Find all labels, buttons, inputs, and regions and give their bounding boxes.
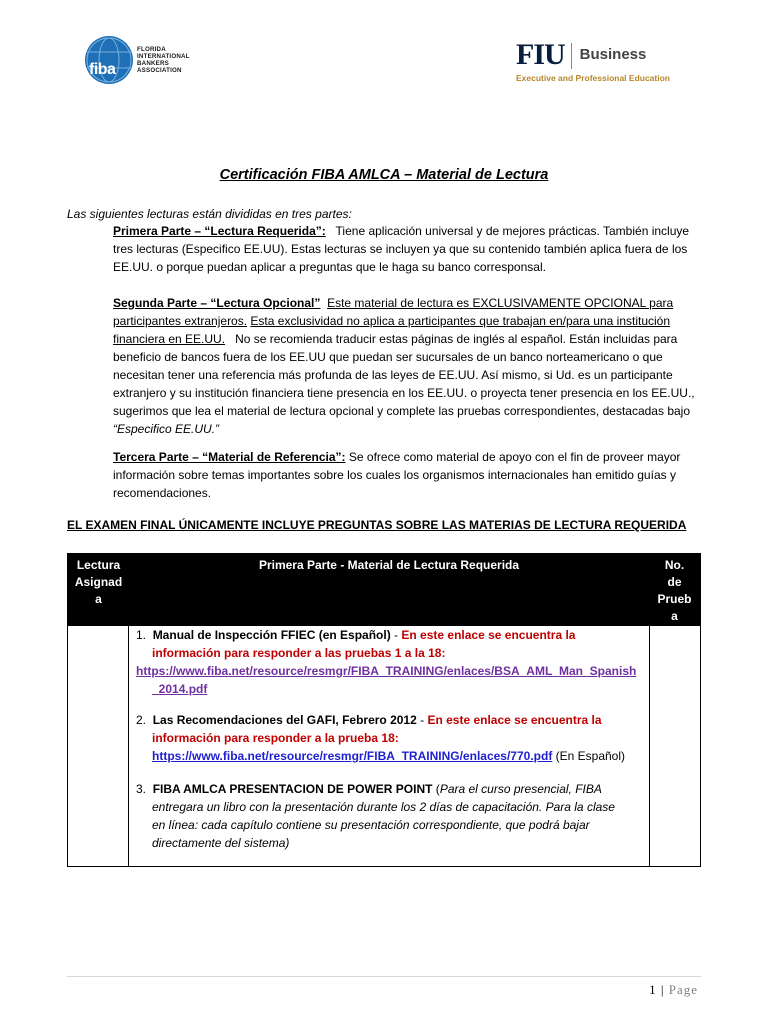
- header-line: de: [667, 575, 682, 589]
- page-number-label: Page: [668, 982, 698, 997]
- ffiec-manual-link[interactable]: https://www.fiba.net/resource/resmgr/FIBA_TRAINING/enlaces/BSA_AML_Man_Spanish: [136, 664, 637, 678]
- part-three-text: Se ofrece como material de apoyo con el fin de proveer mayor información sobre temas importantes sobre los cuales los organismos internacionales han emitido guías y recomendaciones.: [113, 450, 681, 500]
- intro-text: Las siguientes lecturas están divididas en tres partes:: [67, 207, 352, 221]
- header-line: a: [95, 592, 102, 606]
- header-test-number: [649, 557, 700, 625]
- item-highlight: información para responder a la prueba 18:: [152, 731, 399, 745]
- part-two-heading: Segunda Parte – “Lectura Opcional”: [113, 296, 321, 310]
- header-line: Prueb: [657, 592, 692, 606]
- fiba-logo-line: INTERNATIONAL: [137, 53, 190, 60]
- item-line: [136, 662, 644, 680]
- item-line: [136, 680, 644, 698]
- table-row: [136, 711, 644, 765]
- part-one-text: Tiene aplicación universal y de mejores prácticas. También incluye tres lecturas (Especifico EE.UU). Estas lecturas se incluyen ya que su contenido también aplica fuera de los EE.UU. o porque puedan aplicar a preguntas que le haga su banco corresponsal.: [113, 224, 690, 274]
- part-three-paragraph: [113, 448, 703, 502]
- header-assigned-reading: [68, 557, 129, 608]
- page-number-value: 1: [649, 982, 657, 997]
- item-number: 2.: [136, 713, 147, 727]
- header-line: Asignad: [74, 575, 123, 589]
- header-line: a: [671, 609, 678, 623]
- part-two-text-exclusive: Este material de lectura es EXCLUSIVAMENTE OPCIONAL para participantes extranjeros.: [113, 296, 674, 328]
- item-highlight: información para responder a las pruebas 1 a la 18:: [152, 646, 446, 660]
- table-row: [136, 626, 644, 698]
- item-note: Para el curso presencial, FIBA: [439, 782, 602, 796]
- page-number: [649, 982, 698, 998]
- item-title: FIBA AMLCA PRESENTACION DE POWER POINT: [152, 782, 433, 796]
- part-one-heading: Primera Parte – “Lectura Requerida”:: [113, 224, 326, 238]
- item-line: [136, 644, 644, 662]
- globe-icon: [85, 36, 133, 84]
- item-line: [136, 711, 644, 729]
- fiba-logo-line: BANKERS: [137, 60, 169, 67]
- table-header: [68, 554, 700, 626]
- fiu-logo-business: Business: [579, 46, 647, 63]
- item-note: directamente del sistema): [152, 836, 290, 850]
- header-line: Lectura: [76, 558, 121, 572]
- part-three-heading: Tercera Parte – “Material de Referencia”:: [113, 450, 346, 464]
- item-number: 3.: [136, 782, 147, 796]
- header-line: No.: [664, 558, 685, 572]
- item-line: [136, 729, 644, 747]
- item-line: [136, 626, 644, 644]
- item-highlight: En este enlace se encuentra la: [427, 713, 602, 727]
- ffiec-manual-link-end[interactable]: _2014.pdf: [152, 682, 208, 696]
- fiu-logo-divider: [571, 43, 572, 69]
- item-separator: -: [416, 713, 428, 727]
- item-line: [136, 780, 644, 798]
- fiba-logo-text: [137, 46, 190, 74]
- item-note: en línea: cada capítulo contiene su presentación correspondiente, que podrá bajar: [152, 818, 590, 832]
- footer-divider: [67, 976, 701, 977]
- item-suffix: (En Español): [552, 749, 626, 763]
- fiu-logo-subtitle: Executive and Professional Education: [516, 73, 670, 83]
- item-separator: -: [390, 628, 402, 642]
- page-title: Certificación FIBA AMLCA – Material de Lectura: [219, 167, 549, 183]
- part-two-text-exception: Esta exclusividad no aplica a participantes que trabajan en/para una institución financiera en EE.UU.: [113, 314, 671, 346]
- fiba-logo: [85, 34, 190, 86]
- column-divider: [128, 626, 129, 867]
- item-number: 1.: [136, 628, 147, 642]
- exam-note: EL EXAMEN FINAL ÚNICAMENTE INCLUYE PREGUNTAS SOBRE LAS MATERIAS DE LECTURA REQUERIDA: [67, 518, 687, 532]
- item-title: Las Recomendaciones del GAFI, Febrero 2012: [152, 713, 417, 727]
- part-two-paragraph: [113, 294, 703, 438]
- fiba-logo-line: ASSOCIATION: [137, 67, 182, 74]
- item-line: [136, 747, 644, 765]
- part-two-text-detail: No se recomienda traducir estas páginas de inglés al español. Están incluidas para beneficio de bancos fuera de los EE.UU que puedan ser sucursales de un banco norteamericano o que necesitan tener una referencia más profunda de las leyes de EE.UU. Así mismo, si Ud. es un participante extranjero y su institución financiera tiene presencia en los EE.UU. o proyecta tener presencia en los EE.UU., sugerimos que lea el material de lectura opcional y complete las pruebas correspondientes, destacadas bajo: [113, 332, 695, 418]
- fiba-logo-word: fiba: [89, 61, 116, 78]
- item-title: Manual de Inspección FFIEC (en Español): [152, 628, 391, 642]
- column-divider: [649, 626, 650, 867]
- item-paren: (: [432, 782, 440, 796]
- reading-table: [67, 553, 701, 867]
- item-note: entregara un libro con la presentación durante los 2 días de capacitación. Para la clase: [152, 800, 615, 814]
- fiba-logo-line: FLORIDA: [137, 46, 166, 53]
- part-one-paragraph: [113, 222, 703, 276]
- item-highlight: En este enlace se encuentra la: [401, 628, 576, 642]
- page-number-sep: |: [656, 982, 669, 997]
- header-required-material: Primera Parte - Material de Lectura Requerida: [258, 558, 520, 572]
- fiu-logo-mark: FIU: [516, 38, 565, 71]
- table-row: [136, 780, 644, 852]
- gafi-recommendations-link[interactable]: https://www.fiba.net/resource/resmgr/FIBA_TRAINING/enlaces/770.pdf: [152, 749, 553, 763]
- part-two-quote: “Especifico EE.UU.”: [113, 422, 220, 436]
